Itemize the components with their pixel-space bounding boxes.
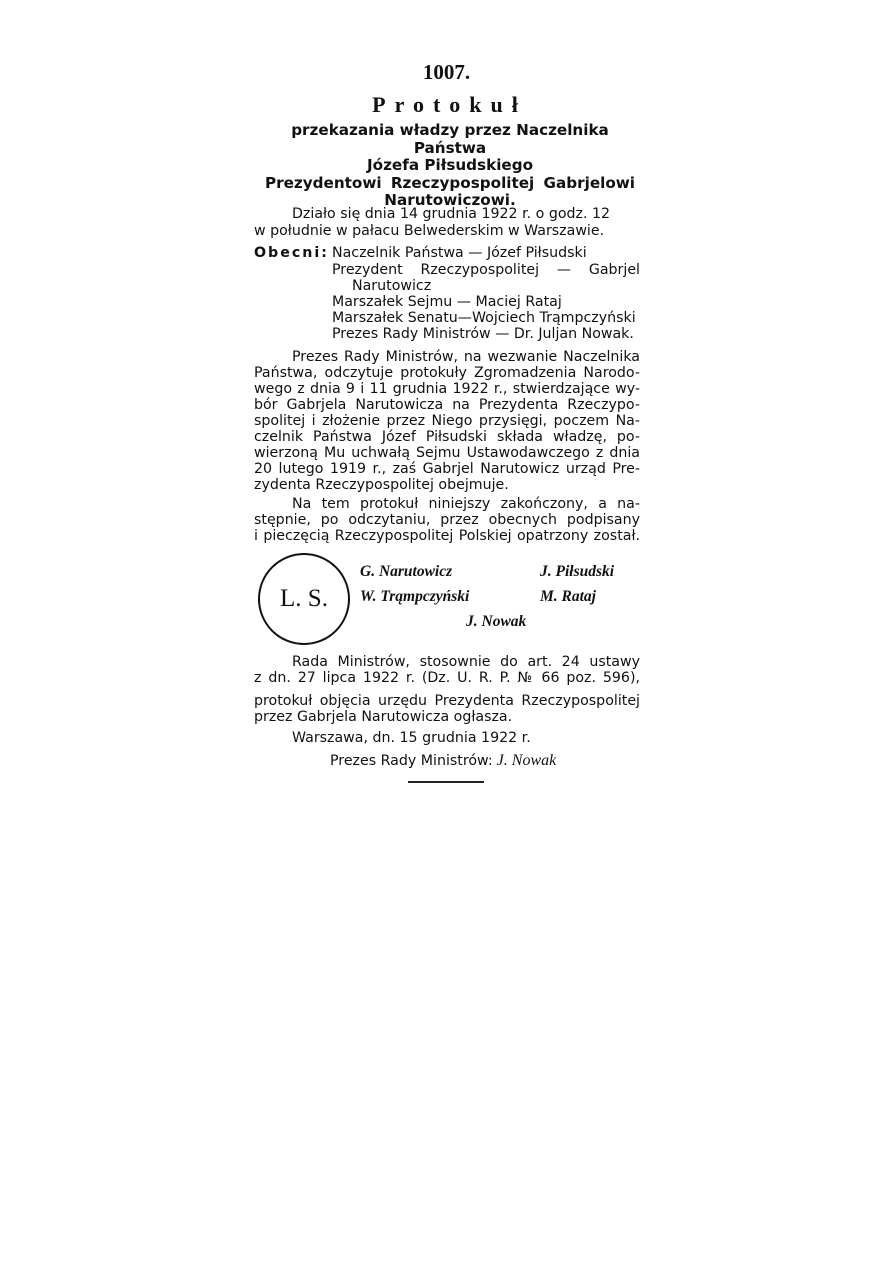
announcement-line: Rada Ministrów, stosownie do art. 24 ustawy	[292, 654, 640, 670]
present-label: Obecni:	[254, 245, 329, 261]
paragraph-line: 20 lutego 1919 r., zaś Gabrjel Narutowicz urząd Pre-	[254, 461, 640, 477]
intro-line: Działo się dnia 14 grudnia 1922 r. o godz. 12	[292, 206, 611, 222]
present-line: Marszałek Senatu—Wojciech Trąmpczyński	[332, 310, 636, 326]
paragraph-line: stępnie, po odczytaniu, przez obecnych podpisany	[254, 512, 640, 528]
closing-signature	[330, 752, 556, 770]
announcement-line: z dn. 27 lipca 1922 r. (Dz. U. R. P. № 66 poz. 596),	[254, 670, 640, 686]
end-rule	[408, 781, 484, 783]
paragraph-line: Państwa, odczytuje protokuły Zgromadzenia Narodo-	[254, 365, 640, 381]
signature-pilsudski: J. Piłsudski	[540, 563, 615, 580]
announcement-line: przez Gabrjela Narutowicza ogłasza.	[254, 709, 513, 725]
document-title: Protokuł	[372, 92, 527, 117]
present-line: Narutowicz	[352, 278, 432, 294]
paragraph-line: wierzoną Mu uchwałą Sejmu Ustawodawczego z dnia	[254, 445, 640, 461]
signature-narutowicz: G. Narutowicz	[360, 563, 453, 580]
present-line: Naczelnik Państwa — Józef Piłsudski	[332, 245, 587, 261]
closing-label: Prezes Rady Ministrów:	[330, 753, 493, 769]
announcement-line: protokuł objęcia urzędu Prezydenta Rzeczypospolitej	[254, 693, 640, 709]
paragraph-line: bór Gabrjela Narutowicza na Prezydenta Rzeczypo-	[254, 397, 640, 413]
paragraph-line: i pieczęcią Rzeczypospolitej Polskiej opatrzony został.	[254, 528, 640, 544]
intro-line: w południe w pałacu Belwederskim w Warszawie.	[254, 223, 605, 239]
document-number: 1007.	[422, 60, 471, 84]
signature-rataj: M. Rataj	[540, 588, 596, 605]
document-subtitle	[255, 122, 645, 210]
paragraph-line: zydenta Rzeczypospolitej obejmuje.	[254, 477, 509, 493]
present-line: Prezydent Rzeczypospolitej — Gabrjel	[332, 262, 640, 278]
subtitle-line: przekazania władzy przez Naczelnika Państwa	[291, 121, 609, 157]
subtitle-line: Józefa Piłsudskiego	[366, 156, 534, 174]
seal-stamp	[258, 553, 350, 645]
present-line: Prezes Rady Ministrów — Dr. Juljan Nowak.	[332, 326, 634, 342]
subtitle-line: Prezydentowi Rzeczypospolitej Gabrjelowi	[264, 173, 636, 192]
signature-trampczynski: W. Trąmpczyński	[360, 588, 470, 605]
paragraph-line: spolitej i złożenie przez Niego przysięgi, poczem Na-	[254, 413, 640, 429]
subtitle-line: Narutowiczowi.	[384, 191, 516, 209]
paragraph-line: Na tem protokuł niniejszy zakończony, a na-	[292, 496, 640, 512]
paragraph-line: wego z dnia 9 i 11 grudnia 1922 r., stwierdzające wy-	[254, 381, 640, 397]
seal-label: L. S.	[280, 585, 328, 612]
present-line: Marszałek Sejmu — Maciej Rataj	[332, 294, 562, 310]
closing-name: J. Nowak	[496, 752, 557, 769]
place-date: Warszawa, dn. 15 grudnia 1922 r.	[292, 730, 531, 746]
signature-nowak: J. Nowak	[466, 613, 527, 630]
paragraph-line: Prezes Rady Ministrów, na wezwanie Naczelnika	[292, 349, 640, 365]
paragraph-line: czelnik Państwa Józef Piłsudski składa władzę, po-	[254, 429, 640, 445]
